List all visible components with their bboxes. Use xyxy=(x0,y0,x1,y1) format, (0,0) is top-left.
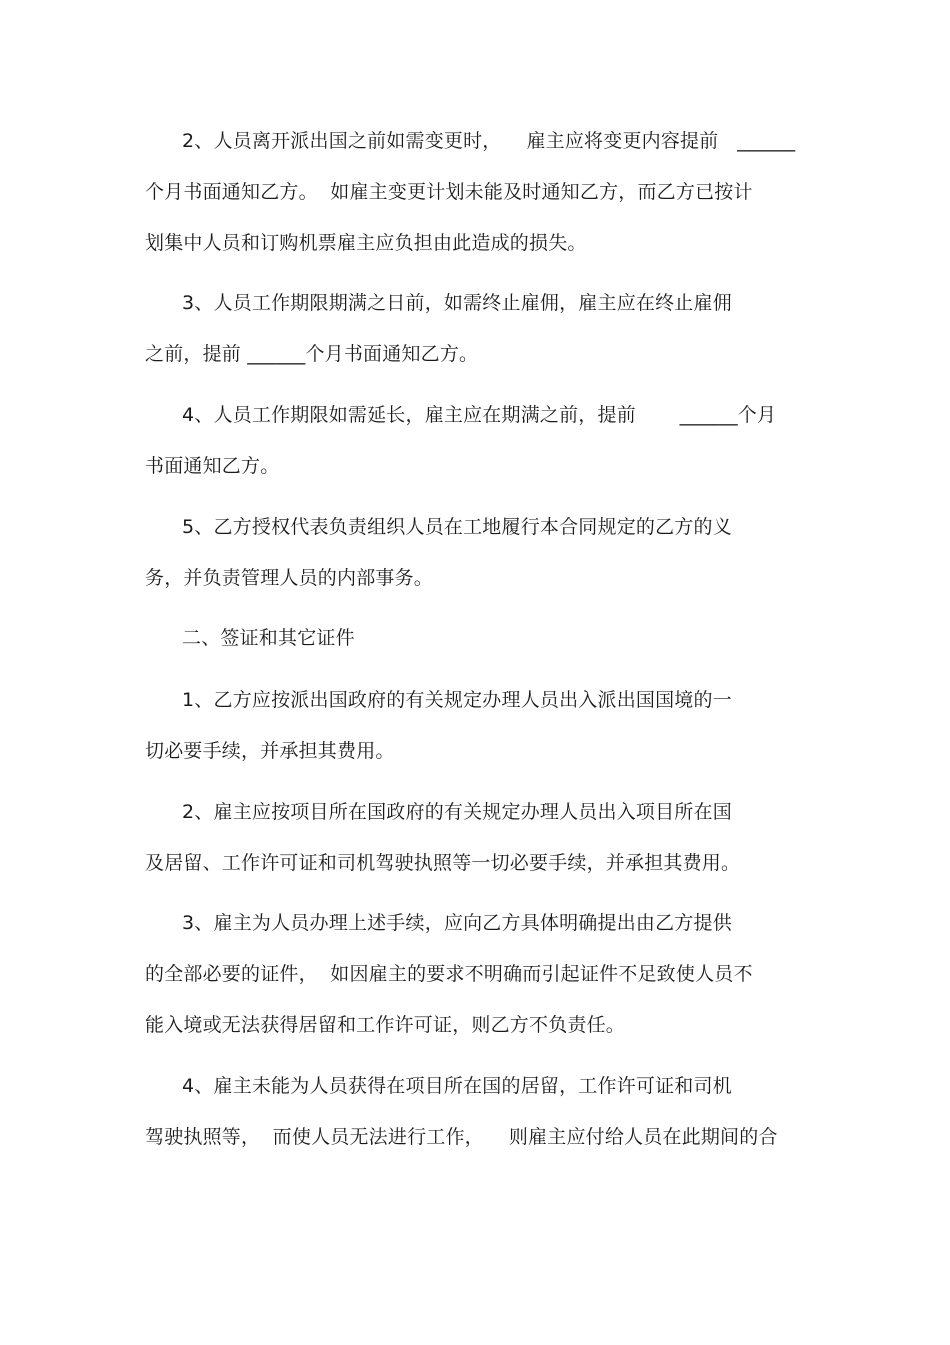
text-line: 4、人员工作期限如需延长，雇主应在期满之前，提前 ______个月 xyxy=(182,404,777,426)
text-line: 及居留、工作许可证和司机驾驶执照等一切必要手续，并承担其费用。 xyxy=(145,852,741,874)
text-line: 2、雇主应按项目所在国政府的有关规定办理人员出入项目所在国 xyxy=(182,801,732,823)
text-line: 驾驶执照等， 而使人员无法进行工作， 则雇主应付给人员在此期间的合 xyxy=(145,1126,778,1148)
text-line: 之前，提前 ______个月书面通知乙方。 xyxy=(145,343,479,365)
text-line: 的全部必要的证件， 如因雇主的要求不明确而引起证件不足致使人员不 xyxy=(145,963,753,985)
text-line: 能入境或无法获得居留和工作许可证，则乙方不负责任。 xyxy=(145,1014,626,1036)
text-line: 4、雇主未能为人员获得在项目所在国的居留，工作许可证和司机 xyxy=(182,1075,732,1097)
text-line: 务，并负责管理人员的内部事务。 xyxy=(145,567,434,589)
text-line: 3、雇主为人员办理上述手续，应向乙方具体明确提出由乙方提供 xyxy=(182,912,732,934)
text-line: 切必要手续，并承担其费用。 xyxy=(145,740,395,762)
text-line: 5、乙方授权代表负责组织人员在工地履行本合同规定的乙方的义 xyxy=(182,516,732,538)
text-line: 个月书面通知乙方。 如雇主变更计划未能及时通知乙方，而乙方已按计 xyxy=(145,181,753,203)
text-line: 1、乙方应按派出国政府的有关规定办理人员出入派出国国境的一 xyxy=(182,689,732,711)
section-heading: 二、签证和其它证件 xyxy=(182,627,355,649)
text-line: 2、人员离开派出国之前如需变更时， 雇主应将变更内容提前 ______ xyxy=(182,130,796,152)
text-line: 书面通知乙方。 xyxy=(145,455,280,477)
text-line: 划集中人员和订购机票雇主应负担由此造成的损失。 xyxy=(145,232,587,254)
text-line: 3、人员工作期限期满之日前，如需终止雇佣，雇主应在终止雇佣 xyxy=(182,292,732,314)
